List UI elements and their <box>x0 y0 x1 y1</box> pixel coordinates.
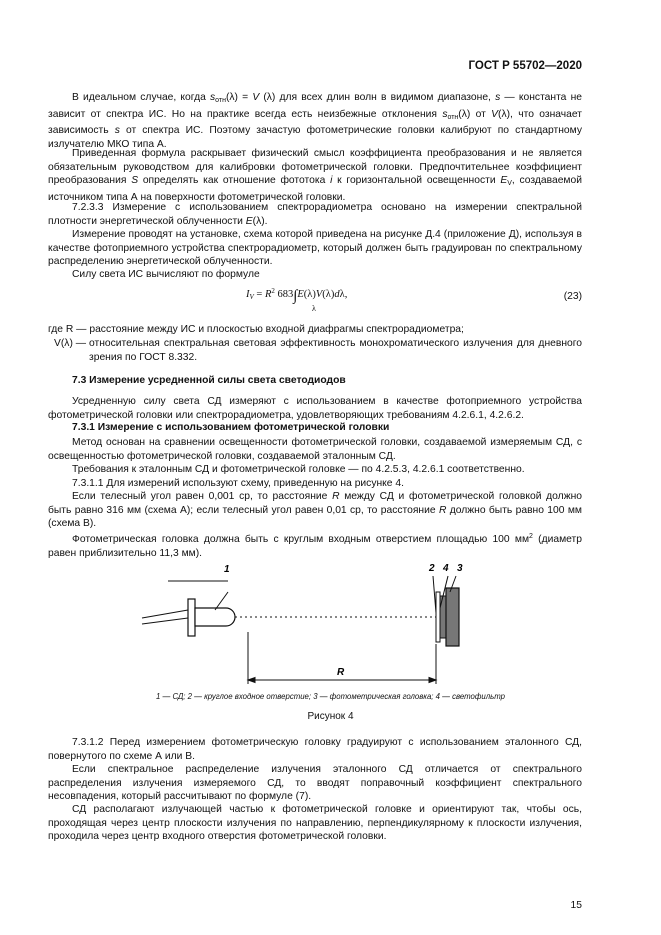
label-3: 3 <box>457 563 463 574</box>
led-flange <box>188 599 195 636</box>
heading-7-3: 7.3 Измерение усредненной силы света светодиодов <box>72 375 346 386</box>
paragraph-solid-angle: Если телесный угол равен 0,001 ср, то расстояние R между СД и фотометрической головкой должно быть равно 316 мм (схема А); если телесный угол равен 0,01 ср, то расстояние R должно быть равно 100 мм (схема В). <box>48 491 582 529</box>
paragraph-7-3-1-1: 7.3.1.1 Для измерений используют схему, приведенную на рисунке 4. <box>72 478 404 489</box>
label-r: R <box>337 667 345 678</box>
figure-legend: 1 — СД; 2 — круглое входное отверстие; 3 — фотометрическая головка; 4 — светофильтр <box>155 692 505 701</box>
led-lead-bottom <box>142 618 188 624</box>
paragraph-aperture: Фотометрическая головка должна быть с круглым входным отверстием площадью 100 $мм^2$ (диаметр равен приблизительно 11,3 мм). <box>48 533 582 559</box>
paragraph-method: Метод основан на сравнении освещенности фотометрической головки, создаваемой измеряемым СД, с освещенностью фотометрической головки, создаваемой эталонным СД. <box>48 437 582 462</box>
paragraph-ideal-case: В идеальном случае, когда $s_{отн}(\lambda) = V$ (λ) для всех длин волн в видимом диапазоне, s — константа не зависит от спектра ИС. Но на практике всегда есть неизбежные отклонения $s_{отн}(\lambda)$ от V(λ), что означает зависимость s от спектра ИС. Поэтому зачастую фотометрические головки калибруют по стандартному излучателю МКО типа А. <box>48 92 582 150</box>
paragraph-7-2-3-3: 7.2.3.3 Измерение с использованием спектрорадиометра основано на измерении спектральной плотности энергетической облученности E(λ). <box>48 202 582 227</box>
document-id: ГОСТ Р 55702—2020 <box>468 60 582 72</box>
paragraph-setup: Измерение проводят на установке, схема которой приведена на рисунке Д.4 (приложение Д), используя в качестве фотоприемного устройства спектрорадиометр, который должен быть градуирован по спектральному распределению энергетической облученности. <box>48 229 582 267</box>
label-4: 4 <box>443 563 449 574</box>
figure-caption: Рисунок 4 <box>307 711 354 722</box>
led-lead-top <box>142 610 188 618</box>
paragraph-orientation: СД располагают излучающей частью к фотометрической головке и ориентируют так, чтобы ось, проходящая через центр плоскости излучения по направлению, перпендикулярному к плоскости излучения, проходила через центр входного отверстия фотометрической головки. <box>48 804 582 842</box>
formula-number: (23) <box>563 291 582 302</box>
led-body <box>195 608 235 626</box>
paragraph-formula-meaning: Приведенная формула раскрывает физический смысл коэффициента преобразования и не является обязательным руководством для калибровки фотометрической головки. Предпочтительнее коэффициент преобразования S определять как отношение фототока i к горизонтальной освещенности $E_V$, создаваемой источником типа А на поверхности фотометрической головки. <box>48 148 582 203</box>
paragraph-formula-intro: Силу света ИС вычисляют по формуле <box>72 269 260 280</box>
formula-23: $I_V = R^2$ 683∫E(λ)V(λ)dλ, λ <box>246 287 348 313</box>
where-v: V(λ) — относительная спектральная световая эффективность монохроматического излучения для дневного зрения по ГОСТ 8.332. <box>54 338 582 363</box>
aperture-plate <box>436 592 440 642</box>
figure-4-diagram <box>140 558 480 684</box>
paragraph-requirements: Требования к эталонным СД и фотометрической головке — по 4.2.5.3, 4.2.6.1 соответственно. <box>72 464 525 475</box>
leader-1 <box>215 592 228 610</box>
filter <box>440 596 446 638</box>
photometric-head <box>446 588 459 646</box>
page-number: 15 <box>570 900 582 911</box>
paragraph-spectral-mismatch: Если спектральное распределение излучения эталонного СД отличается от спектрального распределения излучения измеряемого СД, то вводят поправочный коэффициент спектрального несовпадения, который рассчитывают по формуле (7). <box>48 764 582 802</box>
heading-7-3-1: 7.3.1 Измерение с использованием фотометрической головки <box>72 422 390 433</box>
paragraph-7-3-1-2: 7.3.1.2 Перед измерением фотометрическую головку градуируют с использованием эталонного СД, повернутого по схеме А или В. <box>48 737 582 762</box>
dim-arrow-left <box>248 678 255 683</box>
label-2: 2 <box>429 563 435 574</box>
label-1: 1 <box>224 564 230 575</box>
dim-arrow-right <box>429 678 436 683</box>
integral-limit: λ <box>312 304 316 313</box>
where-r: где R — расстояние между ИС и плоскостью входной диафрагмы спектрорадиометра; <box>48 324 464 335</box>
paragraph-averaged-intensity: Усредненную силу света СД измеряют с использованием в качестве фотоприемного устройства фотометрической головки или спектрорадиометра, удовлетворяющих требованиям 4.2.6.1, 4.2.6.2. <box>48 396 582 421</box>
